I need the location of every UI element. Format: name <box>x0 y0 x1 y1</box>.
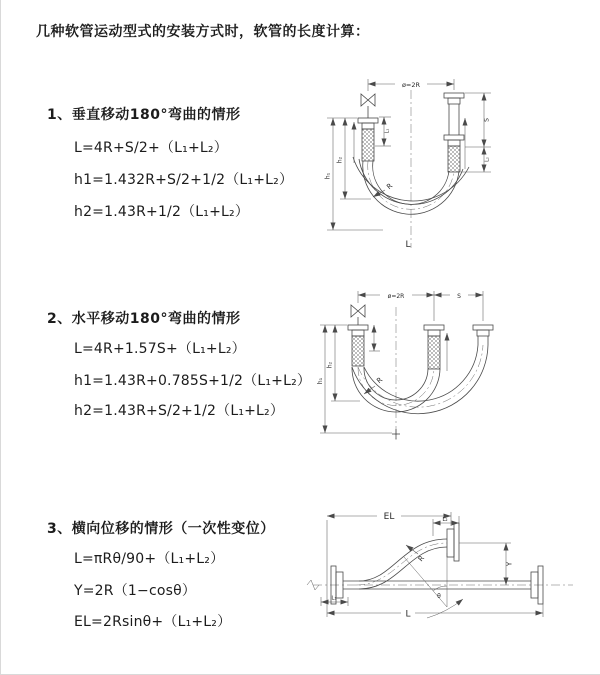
section3-formula-Y: Y=2R（1−cosθ） <box>74 583 197 599</box>
d1-h2-label: h₂ <box>336 156 344 164</box>
d1-l1-label: L₁ <box>384 128 391 134</box>
diagram-lateral-displacement <box>301 498 600 648</box>
d2-s-label: S <box>457 292 461 300</box>
valve-icon <box>351 305 365 317</box>
d3-el-label: EL <box>383 511 395 522</box>
d3-y-label: Y <box>505 561 514 567</box>
section2-formula-h2: h2=1.43R+S/2+1/2（L₁+L₂） <box>74 403 285 419</box>
d2-h1-label: h₁ <box>317 377 324 385</box>
section1-heading: 1、垂直移动180°弯曲的情形 <box>47 107 241 123</box>
d3-length-label: L <box>405 609 411 620</box>
d1-width-label: ø=2R <box>401 80 421 89</box>
section3-formula-L: L=πRθ/90+（L₁+L₂） <box>74 551 225 567</box>
diagram1-dimensions <box>324 79 491 230</box>
d3-l1-label: L₁ <box>331 595 337 602</box>
section3-heading: 3、横向位移的情形（一次性变位） <box>47 521 275 537</box>
d1-s-label: S <box>483 118 491 122</box>
d2-radius-label: R <box>375 375 385 386</box>
diagram-vertical-180-bend <box>311 70 600 260</box>
valve-icon <box>361 94 375 106</box>
section2-heading: 2、水平移动180°弯曲的情形 <box>47 311 241 327</box>
d2-width-label: ø=2R <box>387 292 405 300</box>
diagram-horizontal-180-bend <box>314 283 564 453</box>
d1-h1-label: h₁ <box>324 172 332 180</box>
d1-radius-label: R <box>385 181 395 192</box>
d1-length-label: L <box>405 240 411 250</box>
d3-radius-label: R <box>416 554 427 564</box>
hose-s-curve-graphic <box>307 523 573 604</box>
section1-formula-L: L=4R+S/2+（L₁+L₂） <box>74 140 228 156</box>
d3-l2-label: L₂ <box>442 517 448 523</box>
d2-h2-label: h₂ <box>326 361 334 369</box>
hose-double-u-graphic <box>348 305 493 441</box>
section3-formula-EL: EL=2Rsinθ+（L₁+L₂） <box>74 614 232 630</box>
hose-u-bend-graphic <box>353 90 469 248</box>
d1-l2-label: L₂ <box>484 157 491 162</box>
section1-formula-h2: h2=1.43R+1/2（L₁+L₂） <box>74 204 250 220</box>
section1-formula-h1: h1=1.432R+S/2+1/2（L₁+L₂） <box>74 172 294 188</box>
section2-formula-L: L=4R+1.57S+（L₁+L₂） <box>74 341 246 357</box>
page-title: 几种软管运动型式的安装方式时，软管的长度计算： <box>36 24 370 40</box>
section2-formula-h1: h1=1.43R+0.785S+1/2（L₁+L₂） <box>74 373 312 389</box>
d3-theta-label: θ <box>437 593 441 600</box>
